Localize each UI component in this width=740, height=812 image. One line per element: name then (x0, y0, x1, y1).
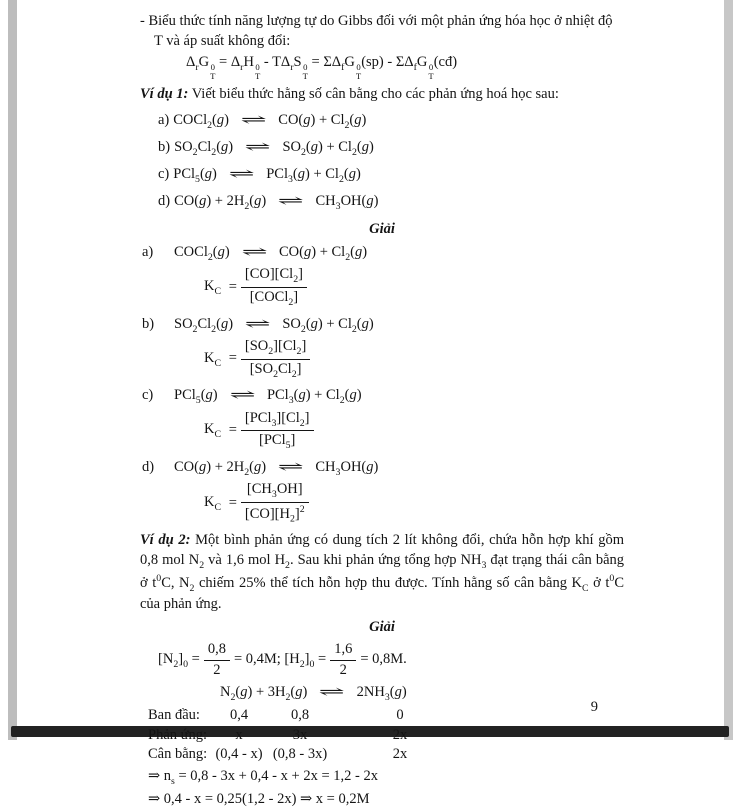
solution-block-d (140, 458, 624, 525)
ice-row-label: Cân bằng: (148, 746, 208, 763)
equals-sign: = (225, 278, 237, 295)
ice-value: 0,8 (290, 707, 310, 724)
solution-letter: b) (142, 315, 155, 332)
intro-line-1: - Biểu thức tính năng lượng tự do Gibbs đối với một phản ứng hóa học ở nhiệt độ (140, 13, 613, 29)
ice-row-label: Phản ứng: (148, 726, 208, 743)
products: $CO(g) + Cl_2(g)$ (278, 111, 367, 131)
example1-heading (140, 85, 624, 105)
solution-reaction (142, 315, 624, 336)
fraction-denominator: 2 (339, 661, 347, 678)
solution-heading-2: Giải (369, 618, 395, 635)
solution-reaction (142, 386, 624, 407)
kc-expression (204, 410, 624, 452)
solution-block-a (140, 243, 624, 309)
fraction-numerator: $[CO][Cl_2]$ (241, 266, 307, 288)
ice-row-equilibrium (148, 745, 624, 765)
equilibrium-arrow: ⇌ (277, 459, 304, 475)
kc-label: $K_C$ (204, 349, 222, 369)
question-row-c (158, 165, 624, 186)
equilibrium-arrow: ⇌ (244, 315, 271, 331)
fraction-denominator: $[CO][H_2]^2$ (244, 503, 305, 525)
equilibrium-arrow: ⇌ (244, 139, 271, 155)
example2-reaction (220, 683, 624, 704)
products: $SO_2(g) + Cl_2(g)$ (282, 315, 374, 335)
ice-value: 2x (392, 746, 408, 763)
kc-expression (204, 338, 624, 380)
ice-row-change (148, 726, 624, 746)
kc-label: $K_C$ (204, 493, 222, 513)
gibbs-formula: $\Delta_rG$ 0 T = $\Delta_rH$ 0 T - $T\Delta_rS$ 0 T = $\Sigma\Delta_fG$ 0 T $(sp) - \Sigma\Delta_fG$ 0 T (cđ) (186, 54, 458, 82)
fraction (241, 481, 309, 525)
reactants: $N_2(g) + 3H_2(g)$ (220, 684, 308, 704)
solution-letter: a) (142, 244, 154, 261)
kc-label: $K_C$ (204, 421, 222, 441)
reactants: $SO_2Cl_2(g)$ (174, 315, 234, 335)
equals-sign: = (225, 422, 237, 439)
question-letter: c) (158, 166, 170, 183)
ice-row-initial (148, 706, 624, 726)
products: $2NH_3(g)$ (356, 684, 407, 704)
ice-value: 0 (396, 707, 404, 724)
page-number: 9 (590, 699, 598, 716)
equilibrium-arrow: ⇌ (228, 166, 255, 182)
solution-block-b (140, 315, 624, 381)
question-row-d (158, 192, 624, 213)
initial-concentrations (158, 641, 624, 679)
ice-value: (0,4 - x) (215, 746, 263, 763)
equilibrium-arrow: ⇌ (240, 111, 267, 127)
question-letter: b) (158, 139, 171, 156)
example2-label: Ví dụ 2: (140, 532, 191, 549)
question-row-a (158, 111, 624, 132)
solution-heading-1: Giải (369, 220, 395, 237)
example2-paragraph (140, 531, 624, 614)
reactants: COCl$_2$(g) (174, 244, 230, 264)
reactants: $SO_2Cl_2(g)$ (174, 139, 234, 158)
reactants: $CO(g) + 2H_2(g)$ (174, 459, 267, 478)
equilibrium-arrow: ⇌ (241, 244, 268, 260)
ice-value: 2x (392, 726, 408, 743)
fraction (241, 338, 310, 380)
ice-value: x (235, 726, 243, 743)
fraction-numerator: $[SO_2][Cl_2]$ (241, 338, 310, 360)
fraction (204, 641, 230, 679)
question-letter: d) (158, 193, 171, 210)
conc-part-3: = 0,8M. (360, 651, 407, 668)
deduction-line-2: ⇒ 0,4 - x = 0,25(1,2 - 2x) ⇒ x = 0,2M (148, 791, 370, 808)
kc-label: $K_C$ (204, 277, 222, 297)
intro-line-2: T và áp suất không đổi: (154, 32, 291, 49)
solution-reaction (142, 243, 624, 264)
products: $SO_2(g) + Cl_2(g)$ (282, 139, 374, 158)
reactants: PCl$_5$(g) (173, 166, 217, 186)
example1-label: Ví dụ 1: (140, 86, 189, 103)
solution-letter: c) (142, 387, 154, 404)
solution-block-c (140, 386, 624, 452)
products: $CH_3OH(g)$ (315, 193, 379, 213)
kc-expression (204, 266, 624, 308)
fraction-denominator: 2 (213, 661, 221, 678)
fraction-numerator: 1,6 (330, 641, 356, 660)
solution-letter: d) (142, 459, 155, 476)
equilibrium-arrow: ⇌ (229, 387, 256, 403)
fraction-denominator: $[SO_2Cl_2]$ (249, 360, 302, 380)
fraction-denominator: [PCl$_5$] (259, 432, 296, 452)
question-letter: a) (158, 111, 170, 128)
ice-row-label: Ban đầu: (148, 707, 200, 724)
example1-text: Viết biểu thức hằng số cân bằng cho các phản ứng hoá học sau: (188, 86, 559, 103)
products: $PCl_3(g) + Cl_2(g)$ (266, 387, 362, 407)
reactants: PCl$_5$(g) (174, 387, 218, 407)
fraction-numerator: 0,8 (204, 641, 230, 660)
question-row-b (158, 138, 624, 159)
reactants: $CO(g) + 2H_2(g)$ (174, 193, 267, 213)
ice-value: 3x (292, 726, 308, 743)
deduction-line-1: ⇒ $n_s = 0,8 - 3x + 0,4 - x + 2x = 1,2 - 2x$ (148, 768, 378, 787)
page-left-edge (8, 0, 17, 740)
fraction-numerator: $[PCl_3][Cl_2]$ (241, 410, 314, 432)
equilibrium-arrow: ⇌ (277, 193, 304, 209)
example2-text: Một bình phản ứng có dung tích 2 lít không đổi, chứa hỗn hợp khí gồm 0,8 mol $N_2$ và 1,6 mol $H_2$. Sau khi phản ứng tổng hợp $NH_3$ đạt trạng thái cân bằng ở $t^0C$, $N_2$ chiếm 25% thể tích hỗn hợp thu được. Tính hằng số cân bằng $K_C$ ở $t^0C$ của phản ứng. (140, 532, 625, 613)
fraction (241, 266, 307, 308)
document-page (140, 12, 624, 812)
ice-value: 0,4 (229, 707, 249, 724)
page-right-edge (724, 0, 733, 740)
equilibrium-arrow: ⇌ (318, 684, 346, 700)
products: $CH_3OH(g)$ (315, 459, 379, 478)
ice-value: (0,8 - 3x) (272, 746, 328, 763)
conc-part-2: = 0,4M; $[H_2]_0$ = (233, 650, 327, 670)
conc-part-1: $[N_2]_0$ = (158, 650, 200, 670)
products: $CO(g) + Cl_2(g)$ (279, 244, 368, 264)
fraction-numerator: $[CH_3OH]$ (241, 481, 309, 503)
reactants: COCl$_2$(g) (173, 111, 229, 131)
fraction (330, 641, 356, 679)
equals-sign: = (225, 494, 237, 511)
solution-reaction (142, 458, 624, 479)
equals-sign: = (225, 350, 237, 367)
kc-expression (204, 481, 624, 525)
fraction (241, 410, 314, 452)
products: $PCl_3(g) + Cl_2(g)$ (266, 166, 361, 186)
fraction-denominator: [COCl$_2$] (249, 289, 299, 308)
